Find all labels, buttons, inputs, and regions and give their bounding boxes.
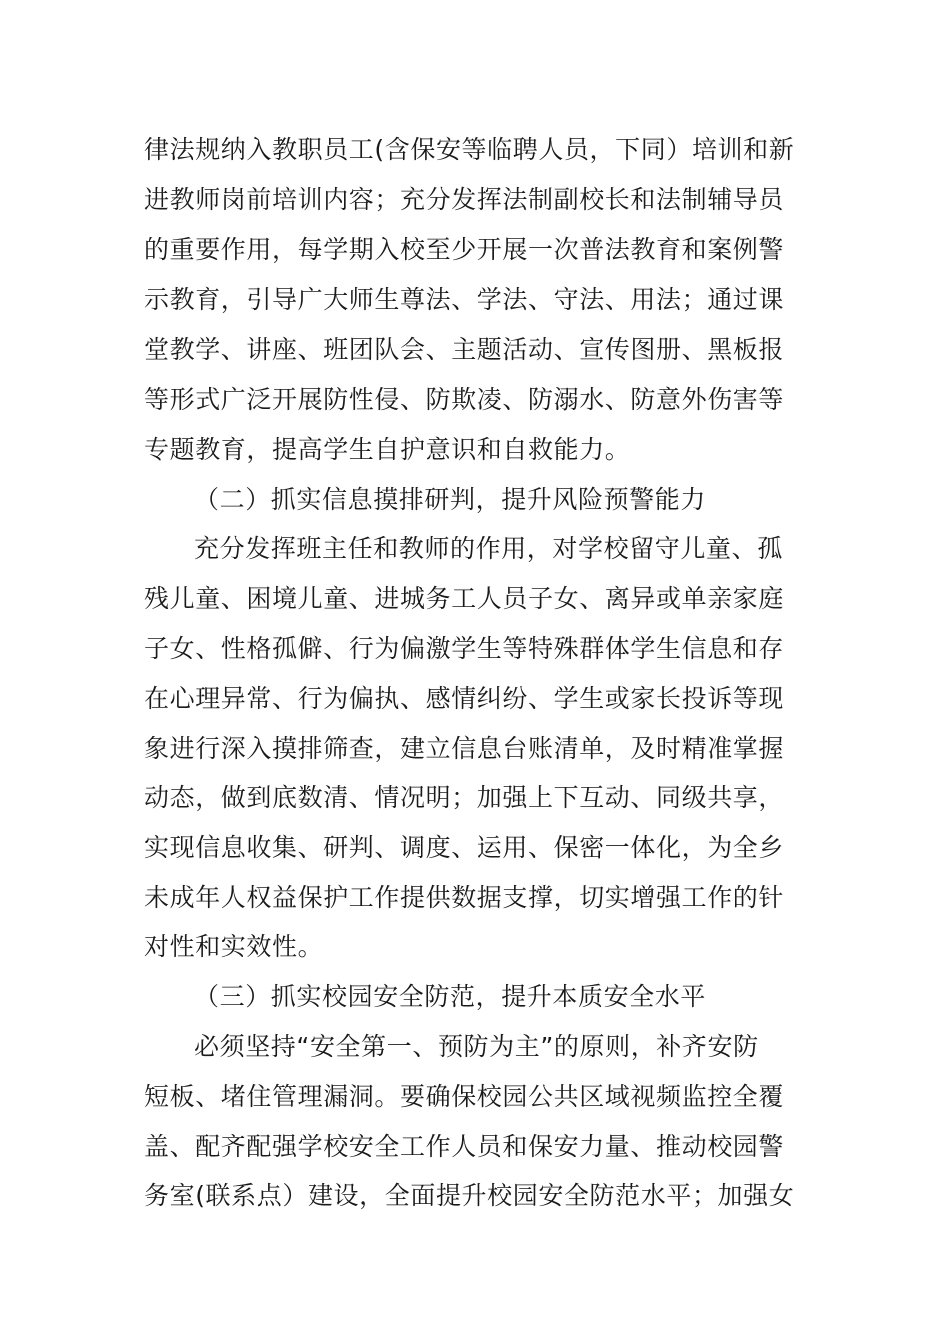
paragraph-line: 的重要作用，每学期入校至少开展一次普法教育和案例警 bbox=[144, 235, 785, 264]
paragraph-line: 子女、性格孤僻、行为偏激学生等特殊群体学生信息和存 bbox=[144, 634, 785, 663]
paragraph-line: 堂教学、讲座、班团队会、主题活动、宣传图册、黑板报 bbox=[144, 335, 785, 364]
paragraph-line: 专题教育，提高学生自护意识和自救能力。 bbox=[144, 435, 631, 464]
paragraph-line: 等形式广泛开展防性侵、防欺凌、防溺水、防意外伤害等 bbox=[144, 385, 785, 414]
paragraph-line: 实现信息收集、研判、调度、运用、保密一体化，为全乡 bbox=[144, 833, 785, 862]
paragraph-line: 短板、堵住管理漏洞。要确保校园公共区域视频监控全覆 bbox=[144, 1082, 785, 1111]
paragraph-line: 象进行深入摸排筛查，建立信息台账清单，及时精准掌握 bbox=[144, 734, 785, 763]
paragraph-line: 未成年人权益保护工作提供数据支撑，切实增强工作的针 bbox=[144, 883, 785, 912]
paragraph-line: 律法规纳入教职员工(含保安等临聘人员，下同）培训和新 bbox=[144, 135, 795, 164]
paragraph-line: 在心理异常、行为偏执、感情纠纷、学生或家长投诉等现 bbox=[144, 684, 785, 713]
section-heading-2: （二）抓实信息摸排研判，提升风险预警能力 bbox=[194, 485, 707, 514]
paragraph-line: 必须坚持“安全第一、预防为主”的原则，补齐安防 bbox=[194, 1032, 759, 1061]
paragraph-line: 对性和实效性。 bbox=[144, 932, 324, 961]
paragraph-line: 示教育，引导广大师生尊法、学法、守法、用法；通过课 bbox=[144, 285, 785, 314]
section-heading-3: （三）抓实校园安全防范，提升本质安全水平 bbox=[194, 982, 707, 1011]
paragraph-line: 动态，做到底数清、情况明；加强上下互动、同级共享， bbox=[144, 783, 785, 812]
paragraph-line: 务室(联系点）建设，全面提升校园安全防范水平；加强女 bbox=[144, 1181, 795, 1210]
paragraph-line: 盖、配齐配强学校安全工作人员和保安力量、推动校园警 bbox=[144, 1132, 785, 1161]
paragraph-line: 进教师岗前培训内容；充分发挥法制副校长和法制辅导员 bbox=[144, 185, 785, 214]
paragraph-line: 充分发挥班主任和教师的作用，对学校留守儿童、孤 bbox=[194, 534, 783, 563]
paragraph-line: 残儿童、困境儿童、进城务工人员子女、离异或单亲家庭 bbox=[144, 584, 785, 613]
